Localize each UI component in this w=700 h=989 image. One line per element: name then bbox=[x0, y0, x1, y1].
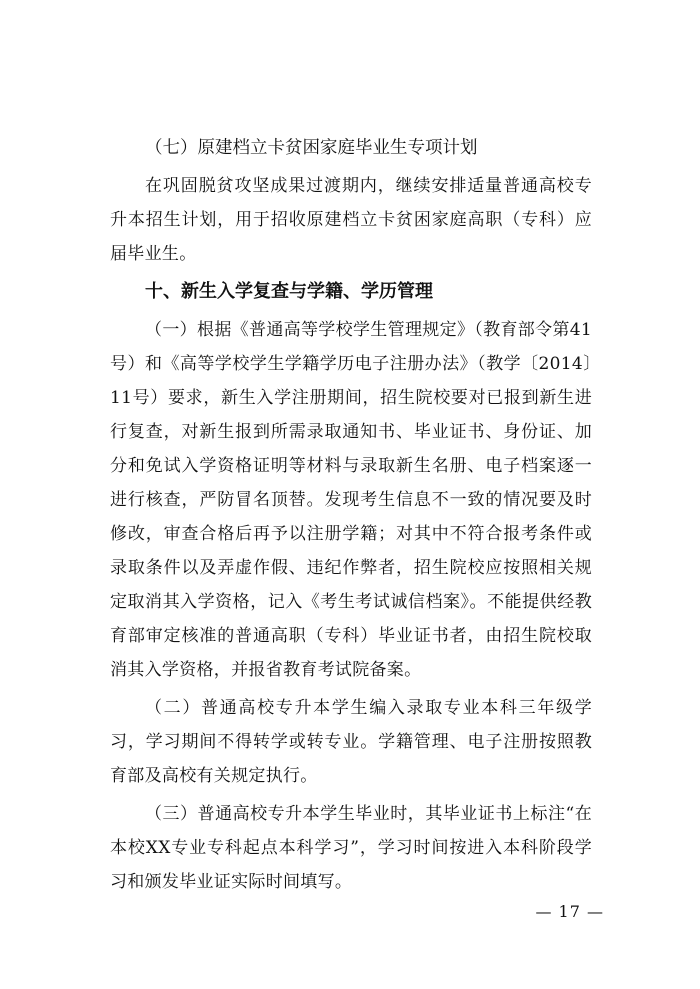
section-seven-heading: （七）原建档立卡贫困家庭毕业生专项计划 bbox=[145, 138, 478, 158]
page-number: — 17 — bbox=[535, 902, 604, 921]
section-seven-body: 在巩固脱贫攻坚成果过渡期内，继续安排适量普通高校专升本招生计划，用于招收原建档立卡贫困家庭高职（专科）应届毕业生。 bbox=[110, 176, 592, 264]
item-two-paragraph: （二）普通高校专升本学生编入录取专业本科三年级学习，学习期间不得转学或转专业。学籍管理、电子注册按照教育部及高校有关规定执行。 bbox=[110, 698, 592, 786]
item-three-paragraph: （三）普通高校专升本学生毕业时，其毕业证书上标注“在本校XX专业专科起点本科学习”，学习时间按进入本科阶段学习和颁发毕业证实际时间填写。 bbox=[110, 804, 592, 892]
item-one-paragraph: （一）根据《普通高等学校学生管理规定》（教育部令第41号）和《高等学校学生学籍学历电子注册办法》（教学〔2014〕11号）要求，新生入学注册期间，招生院校要对已报到新生进行复查，对新生报到所需录取通知书、毕业证书、身份证、加分和免试入学资格证明等材料与录取新生名册、电子档案逐一进行核查，严防冒名顶替。发现考生信息不一致的情况要及时修改，审查合格后再予以注册学籍；对其中不符合报考条件或录取条件以及弄虚作假、违纪作弊者，招生院校应按照相关规定取消其入学资格，记入《考生考试诚信档案》。不能提供经教育部审定核准的普通高职（专科）毕业证书者，由招生院校取消其入学资格，并报省教育考试院备案。 bbox=[110, 320, 592, 680]
section-ten-heading: 十、新生入学复查与学籍、学历管理 bbox=[145, 281, 433, 302]
document-body bbox=[110, 133, 592, 899]
